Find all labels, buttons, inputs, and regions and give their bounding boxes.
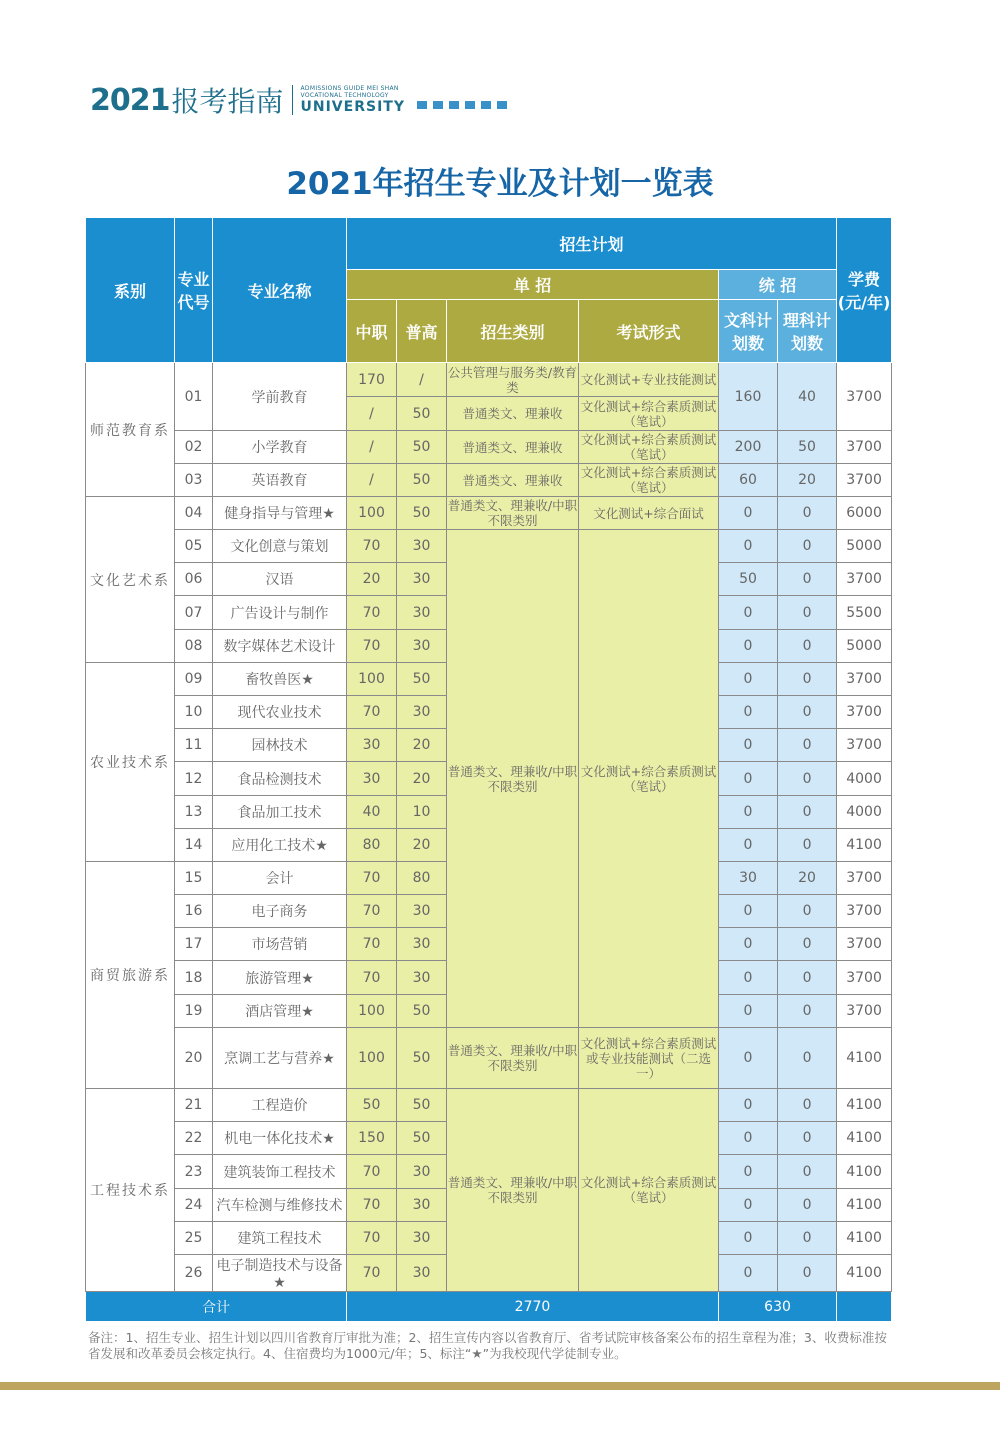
fee-cell: 4100 bbox=[837, 1222, 892, 1255]
major-name-cell: 文化创意与策划 bbox=[213, 530, 347, 563]
pugao-cell: 30 bbox=[397, 1222, 447, 1255]
fee-cell: 3700 bbox=[837, 961, 892, 995]
major-code-cell: 26 bbox=[175, 1255, 213, 1292]
zhongzhi-cell: 70 bbox=[347, 1222, 397, 1255]
major-name-cell: 园林技术 bbox=[213, 729, 347, 762]
pugao-cell: 10 bbox=[397, 796, 447, 829]
category-cell: 普通类文、理兼收 bbox=[447, 397, 579, 431]
department-cell: 文化艺术系 bbox=[86, 497, 175, 663]
category-cell: 公共管理与服务类/教育类 bbox=[447, 364, 578, 395]
fee-cell: 4100 bbox=[837, 1028, 892, 1089]
department-cell: 工程技术系 bbox=[86, 1089, 175, 1292]
major-code-cell: 12 bbox=[175, 762, 213, 796]
major-name-cell: 电子制造技术与设备★ bbox=[213, 1255, 347, 1292]
zhongzhi-cell: 170 bbox=[347, 363, 397, 397]
header-wenke: 文科计划数 bbox=[719, 300, 778, 363]
like-cell: 0 bbox=[778, 1122, 837, 1155]
enrollment-plan-table bbox=[85, 217, 892, 1322]
major-name-cell: 工程造价 bbox=[213, 1089, 347, 1122]
header-fee: 学费(元/年) bbox=[837, 218, 892, 363]
header-zhongzhi: 中职 bbox=[347, 300, 397, 363]
header-plan: 招生计划 bbox=[347, 218, 837, 270]
major-code-cell: 20 bbox=[175, 1028, 213, 1089]
pugao-cell: 20 bbox=[397, 762, 447, 796]
fee-cell: 3700 bbox=[837, 663, 892, 696]
fee-cell: 3700 bbox=[837, 563, 892, 596]
like-cell: 0 bbox=[778, 928, 837, 961]
zhongzhi-cell: 150 bbox=[347, 1122, 397, 1155]
category-cell: 普通类文、理兼收/中职不限类别 bbox=[447, 1028, 579, 1089]
department-cell: 商贸旅游系 bbox=[86, 862, 175, 1089]
fee-cell: 4100 bbox=[837, 1122, 892, 1155]
zhongzhi-cell: 70 bbox=[347, 630, 397, 663]
zhongzhi-cell: 70 bbox=[347, 1155, 397, 1189]
major-code-cell: 22 bbox=[175, 1122, 213, 1155]
major-name-cell: 学前教育 bbox=[213, 363, 347, 431]
zhongzhi-cell: 70 bbox=[347, 895, 397, 928]
pugao-cell: 50 bbox=[397, 1122, 447, 1155]
major-name-cell: 烹调工艺与营养★ bbox=[213, 1028, 347, 1089]
exam-cell: 文化测试+综合素质测试（笔试） bbox=[579, 464, 719, 497]
zhongzhi-cell: 80 bbox=[347, 829, 397, 862]
fee-cell: 4100 bbox=[837, 1255, 892, 1292]
major-code-cell: 10 bbox=[175, 696, 213, 729]
wenke-cell: 0 bbox=[719, 762, 778, 796]
like-cell: 0 bbox=[778, 1155, 837, 1189]
like-cell: 0 bbox=[778, 995, 837, 1028]
zhongzhi-cell: 70 bbox=[347, 530, 397, 563]
header-dept: 系别 bbox=[86, 218, 175, 363]
brand-en-line1: ADMISSIONS GUIDE MEI SHAN bbox=[300, 85, 399, 92]
fee-cell: 4000 bbox=[837, 762, 892, 796]
major-name-cell: 旅游管理★ bbox=[213, 961, 347, 995]
like-cell: 0 bbox=[778, 961, 837, 995]
like-cell: 0 bbox=[778, 829, 837, 862]
like-cell: 0 bbox=[778, 1222, 837, 1255]
major-code-cell: 19 bbox=[175, 995, 213, 1028]
major-name-cell: 食品加工技术 bbox=[213, 796, 347, 829]
brand-english bbox=[301, 85, 405, 115]
pugao-cell: 30 bbox=[397, 530, 447, 563]
fee-cell: 3700 bbox=[837, 729, 892, 762]
like-cell: 0 bbox=[778, 1255, 837, 1292]
total-row bbox=[86, 1292, 892, 1322]
wenke-cell: 0 bbox=[719, 696, 778, 729]
zhongzhi-cell: / bbox=[347, 464, 397, 497]
wenke-cell: 0 bbox=[719, 796, 778, 829]
pugao-cell: 30 bbox=[397, 1189, 447, 1222]
like-cell: 0 bbox=[778, 596, 837, 630]
pugao-cell: 30 bbox=[397, 1155, 447, 1189]
brand-divider bbox=[292, 85, 293, 115]
table-row bbox=[86, 363, 892, 397]
department-cell: 师范教育系 bbox=[86, 363, 175, 497]
wenke-cell: 0 bbox=[719, 1222, 778, 1255]
bottom-bar bbox=[0, 1382, 1000, 1390]
like-cell: 0 bbox=[778, 1089, 837, 1122]
pugao-cell: 30 bbox=[397, 961, 447, 995]
wenke-cell: 0 bbox=[719, 829, 778, 862]
category-cell: 普通类文、理兼收/中职不限类别 bbox=[447, 530, 579, 1028]
major-code-cell: 17 bbox=[175, 928, 213, 961]
exam-cell: 文化测试+综合素质测试（笔试） bbox=[579, 431, 719, 464]
header-category: 招生类别 bbox=[447, 300, 579, 363]
fee-cell: 5500 bbox=[837, 596, 892, 630]
pugao-cell: 50 bbox=[397, 497, 447, 530]
major-code-cell: 08 bbox=[175, 630, 213, 663]
major-name-cell: 食品检测技术 bbox=[213, 762, 347, 796]
wenke-cell: 0 bbox=[719, 995, 778, 1028]
wenke-cell: 0 bbox=[719, 663, 778, 696]
major-code-cell: 23 bbox=[175, 1155, 213, 1189]
pugao-cell: 20 bbox=[397, 829, 447, 862]
fee-cell: 3700 bbox=[837, 431, 892, 464]
major-name-cell: 市场营销 bbox=[213, 928, 347, 961]
fee-cell: 3700 bbox=[837, 464, 892, 497]
zhongzhi-cell: 100 bbox=[347, 663, 397, 696]
brand-year: 2021 bbox=[90, 82, 170, 118]
pugao-cell: 50 bbox=[397, 1028, 447, 1089]
like-cell: 0 bbox=[778, 1189, 837, 1222]
major-name-cell: 机电一体化技术★ bbox=[213, 1122, 347, 1155]
major-code-cell: 11 bbox=[175, 729, 213, 762]
header-like: 理科计划数 bbox=[778, 300, 837, 363]
category-cell: 普通类文、理兼收 bbox=[447, 464, 579, 497]
major-name-cell: 现代农业技术 bbox=[213, 696, 347, 729]
zhongzhi-cell: 100 bbox=[347, 497, 397, 530]
total-unified: 630 bbox=[719, 1292, 837, 1322]
major-code-cell: 24 bbox=[175, 1189, 213, 1222]
like-cell: 0 bbox=[778, 729, 837, 762]
like-cell: 20 bbox=[778, 464, 837, 497]
department-cell: 农业技术系 bbox=[86, 663, 175, 862]
like-cell: 20 bbox=[778, 862, 837, 895]
zhongzhi-cell: 20 bbox=[347, 563, 397, 596]
table-row bbox=[86, 431, 892, 464]
pugao-cell: 50 bbox=[397, 1089, 447, 1122]
major-name-cell: 健身指导与管理★ bbox=[213, 497, 347, 530]
major-name-cell: 数字媒体艺术设计 bbox=[213, 630, 347, 663]
like-cell: 50 bbox=[778, 431, 837, 464]
footnotes: 备注：1、招生专业、招生计划以四川省教育厅审批为准；2、招生宣传内容以省教育厅、省考试院审核备案公布的招生章程为准；3、收费标准按省发展和改革委员会核定执行。4、住宿费均为1000元/年；5、标注“★”为我校现代学徒制专业。 bbox=[88, 1330, 887, 1361]
like-cell: 0 bbox=[778, 762, 837, 796]
major-code-cell: 04 bbox=[175, 497, 213, 530]
zhongzhi-cell: 70 bbox=[347, 928, 397, 961]
zhongzhi-cell: 70 bbox=[347, 696, 397, 729]
fee-cell: 4100 bbox=[837, 829, 892, 862]
total-empty bbox=[837, 1292, 892, 1322]
like-cell: 0 bbox=[778, 497, 837, 530]
pugao-cell: 50 bbox=[397, 397, 447, 431]
pugao-cell: 20 bbox=[397, 729, 447, 762]
major-code-cell: 01 bbox=[175, 363, 213, 431]
like-cell: 0 bbox=[778, 796, 837, 829]
pugao-cell: 30 bbox=[397, 596, 447, 630]
major-code-cell: 09 bbox=[175, 663, 213, 696]
zhongzhi-cell: 70 bbox=[347, 862, 397, 895]
brand-title: 报考指南 bbox=[171, 85, 284, 118]
pugao-cell: 30 bbox=[397, 563, 447, 596]
major-name-cell: 酒店管理★ bbox=[213, 995, 347, 1028]
major-name-cell: 汽车检测与维修技术 bbox=[213, 1189, 347, 1222]
total-label: 合计 bbox=[86, 1292, 347, 1322]
major-code-cell: 14 bbox=[175, 829, 213, 862]
header-code: 专业代号 bbox=[175, 218, 213, 363]
wenke-cell: 0 bbox=[719, 895, 778, 928]
header-single: 单 招 bbox=[347, 270, 719, 300]
wenke-cell: 0 bbox=[719, 630, 778, 663]
major-code-cell: 13 bbox=[175, 796, 213, 829]
category-cell: 普通类文、理兼收/中职不限类别 bbox=[447, 498, 578, 528]
wenke-cell: 30 bbox=[719, 862, 778, 895]
brand-en-line2: VOCATIONAL TECHNOLOGY bbox=[300, 92, 389, 99]
like-cell: 0 bbox=[778, 530, 837, 563]
zhongzhi-cell: 100 bbox=[347, 1028, 397, 1089]
table-row bbox=[86, 1089, 892, 1122]
header-major: 专业名称 bbox=[213, 218, 347, 363]
table-row bbox=[86, 530, 892, 563]
wenke-cell: 0 bbox=[719, 530, 778, 563]
pugao-cell: 30 bbox=[397, 928, 447, 961]
pugao-cell: 80 bbox=[397, 862, 447, 895]
table-row bbox=[86, 497, 892, 530]
like-cell: 0 bbox=[778, 563, 837, 596]
wenke-cell: 0 bbox=[719, 1255, 778, 1292]
category-cell: 普通类文、理兼收 bbox=[447, 431, 579, 464]
fee-cell: 3700 bbox=[837, 895, 892, 928]
major-code-cell: 15 bbox=[175, 862, 213, 895]
zhongzhi-cell: 70 bbox=[347, 961, 397, 995]
table-row bbox=[86, 1028, 892, 1089]
zhongzhi-cell: / bbox=[347, 397, 397, 431]
exam-cell: 文化测试+综合素质测试或专业技能测试（二选一） bbox=[579, 1028, 719, 1089]
fee-cell: 3700 bbox=[837, 995, 892, 1028]
pugao-cell: 30 bbox=[397, 1255, 447, 1292]
like-cell: 0 bbox=[778, 663, 837, 696]
brand-header bbox=[90, 80, 513, 120]
wenke-cell: 0 bbox=[719, 497, 778, 530]
exam-cell: 文化测试+专业技能测试 bbox=[579, 363, 719, 397]
wenke-cell: 0 bbox=[719, 1122, 778, 1155]
fee-cell: 3700 bbox=[837, 363, 892, 431]
major-code-cell: 05 bbox=[175, 530, 213, 563]
exam-cell: 文化测试+综合素质测试（笔试） bbox=[579, 1089, 719, 1292]
wenke-cell: 160 bbox=[719, 363, 778, 431]
wenke-cell: 60 bbox=[719, 464, 778, 497]
zhongzhi-cell: 40 bbox=[347, 796, 397, 829]
header-pugao: 普高 bbox=[397, 300, 447, 363]
major-code-cell: 06 bbox=[175, 563, 213, 596]
pugao-cell: 50 bbox=[397, 464, 447, 497]
like-cell: 0 bbox=[778, 630, 837, 663]
like-cell: 0 bbox=[778, 1028, 837, 1089]
wenke-cell: 50 bbox=[719, 563, 778, 596]
like-cell: 0 bbox=[778, 895, 837, 928]
fee-cell: 3700 bbox=[837, 696, 892, 729]
zhongzhi-cell: 70 bbox=[347, 1189, 397, 1222]
table-row bbox=[86, 464, 892, 497]
zhongzhi-cell: 30 bbox=[347, 729, 397, 762]
major-name-cell: 广告设计与制作 bbox=[213, 596, 347, 630]
zhongzhi-cell: 100 bbox=[347, 995, 397, 1028]
major-code-cell: 25 bbox=[175, 1222, 213, 1255]
pugao-cell: 50 bbox=[397, 995, 447, 1028]
like-cell: 40 bbox=[778, 363, 837, 431]
pugao-cell: 30 bbox=[397, 895, 447, 928]
exam-cell: 文化测试+综合面试 bbox=[579, 497, 719, 530]
wenke-cell: 0 bbox=[719, 961, 778, 995]
zhongzhi-cell: 30 bbox=[347, 762, 397, 796]
major-name-cell: 汉语 bbox=[213, 563, 347, 596]
exam-cell: 文化测试+综合素质测试（笔试） bbox=[579, 397, 719, 431]
wenke-cell: 0 bbox=[719, 1028, 778, 1089]
pugao-cell: 50 bbox=[397, 431, 447, 464]
exam-cell: 文化测试+综合素质测试（笔试） bbox=[579, 530, 719, 1028]
category-cell: 普通类文、理兼收/中职不限类别 bbox=[447, 1089, 579, 1292]
major-code-cell: 02 bbox=[175, 431, 213, 464]
major-code-cell: 16 bbox=[175, 895, 213, 928]
pugao-cell: / bbox=[397, 363, 447, 397]
major-code-cell: 21 bbox=[175, 1089, 213, 1122]
fee-cell: 3700 bbox=[837, 928, 892, 961]
wenke-cell: 0 bbox=[719, 1155, 778, 1189]
wenke-cell: 0 bbox=[719, 1189, 778, 1222]
fee-cell: 4100 bbox=[837, 1189, 892, 1222]
wenke-cell: 0 bbox=[719, 928, 778, 961]
major-name-cell: 英语教育 bbox=[213, 464, 347, 497]
decorative-squares bbox=[417, 101, 513, 109]
pugao-cell: 30 bbox=[397, 630, 447, 663]
fee-cell: 5000 bbox=[837, 630, 892, 663]
major-name-cell: 建筑工程技术 bbox=[213, 1222, 347, 1255]
major-code-cell: 03 bbox=[175, 464, 213, 497]
major-name-cell: 会计 bbox=[213, 862, 347, 895]
major-name-cell: 畜牧兽医★ bbox=[213, 663, 347, 696]
wenke-cell: 0 bbox=[719, 729, 778, 762]
page-title: 2021年招生专业及计划一览表 bbox=[286, 166, 714, 202]
major-code-cell: 18 bbox=[175, 961, 213, 995]
major-code-cell: 07 bbox=[175, 596, 213, 630]
major-name-cell: 小学教育 bbox=[213, 431, 347, 464]
pugao-cell: 30 bbox=[397, 696, 447, 729]
zhongzhi-cell: 50 bbox=[347, 1089, 397, 1122]
wenke-cell: 0 bbox=[719, 1089, 778, 1122]
like-cell: 0 bbox=[778, 696, 837, 729]
fee-cell: 4100 bbox=[837, 1155, 892, 1189]
fee-cell: 6000 bbox=[837, 497, 892, 530]
major-name-cell: 应用化工技术★ bbox=[213, 829, 347, 862]
brand-en-line3: UNIVERSITY bbox=[300, 99, 405, 115]
major-name-cell: 建筑装饰工程技术 bbox=[213, 1155, 347, 1189]
fee-cell: 5000 bbox=[837, 530, 892, 563]
zhongzhi-cell: / bbox=[347, 431, 397, 464]
fee-cell: 3700 bbox=[837, 862, 892, 895]
major-name-cell: 电子商务 bbox=[213, 895, 347, 928]
wenke-cell: 200 bbox=[719, 431, 778, 464]
wenke-cell: 0 bbox=[719, 596, 778, 630]
zhongzhi-cell: 70 bbox=[347, 596, 397, 630]
fee-cell: 4000 bbox=[837, 796, 892, 829]
fee-cell: 4100 bbox=[837, 1089, 892, 1122]
header-exam: 考试形式 bbox=[579, 300, 719, 363]
header-unified: 统 招 bbox=[719, 270, 837, 300]
pugao-cell: 50 bbox=[397, 663, 447, 696]
zhongzhi-cell: 70 bbox=[347, 1255, 397, 1292]
total-single: 2770 bbox=[347, 1292, 719, 1322]
